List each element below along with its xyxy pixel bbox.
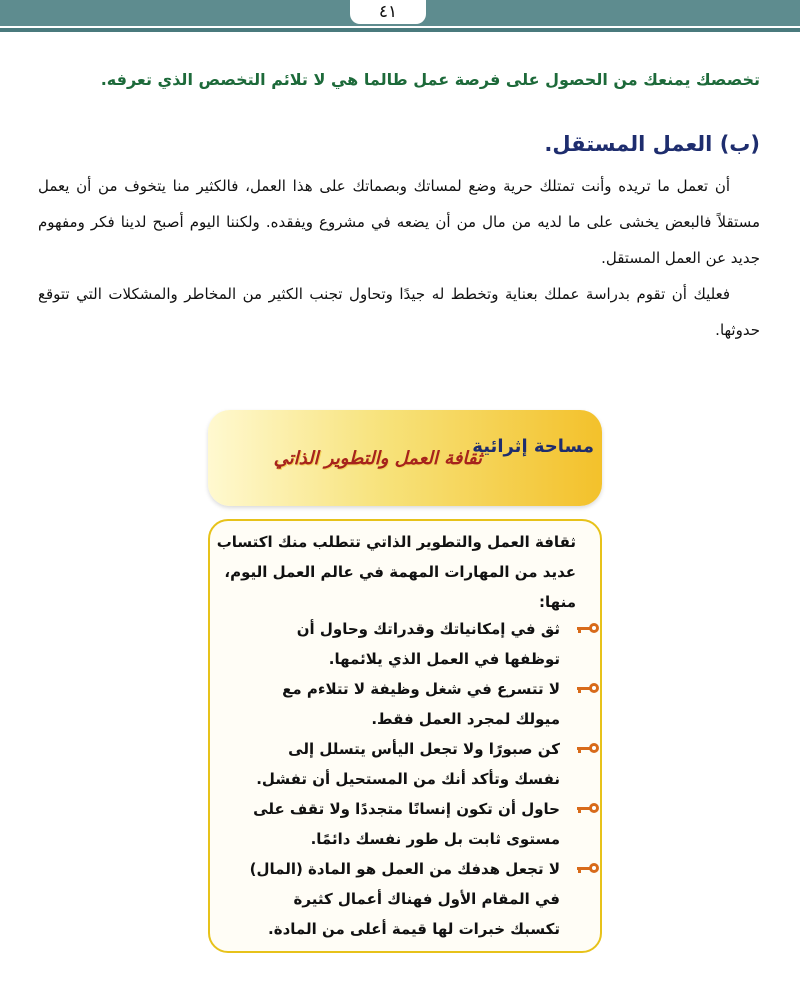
body-text bbox=[38, 168, 760, 348]
tip-text: ثق في إمكانياتك وقدراتك وحاول أن توظفها في العمل الذي يلائمها. bbox=[296, 620, 560, 668]
key-bullet-icon bbox=[574, 861, 600, 875]
paragraph: أن تعمل ما تريده وأنت تمتلك حرية وضع لمساتك وبصماتك على هذا العمل، فالكثير منا يتخوف من أن يعمل مستقلاً فالبعض يخشى على ما لديه من مال من أن يضعه في مشروع ويفقده. ولكننا اليوم أصبح لدينا فكر ومفهوم جديد عن العمل المستقل. bbox=[38, 177, 760, 267]
box-intro-text: ثقافة العمل والتطوير الذاتي تتطلب منك اكتساب عديد من المهارات المهمة في عالم العمل اليوم، منها: bbox=[216, 533, 576, 611]
tip-text: كن صبورًا ولا تجعل اليأس يتسلل إلى نفسك وتأكد أنك من المستحيل أن تفشل. bbox=[256, 740, 560, 788]
key-bullet-icon bbox=[574, 801, 600, 815]
key-bullet-icon bbox=[574, 681, 600, 695]
enrichment-title: ثقافة العمل والتطوير الذاتي bbox=[273, 448, 482, 469]
key-bullet-icon bbox=[574, 621, 600, 635]
list-item bbox=[244, 854, 600, 944]
tip-text: لا تتسرع في شغل وظيفة لا تتلاءم مع ميولك لمجرد العمل فقط. bbox=[282, 680, 560, 728]
continued-text-line: تخصصك يمنعك من الحصول على فرصة عمل طالما هي لا تلائم التخصص الذي تعرفه. bbox=[100, 70, 760, 89]
paragraph: فعليك أن تقوم بدراسة عملك بعناية وتخطط له جيدًا وتحاول تجنب الكثير من المخاطر والمشكلات التي تتوقع حدوثها. bbox=[38, 285, 760, 339]
key-bullet-icon bbox=[574, 741, 600, 755]
tips-list bbox=[244, 614, 600, 944]
enrichment-label: مساحة إثرائية bbox=[472, 436, 594, 457]
page-number: ٤١ bbox=[350, 0, 426, 24]
list-item bbox=[244, 674, 600, 734]
section-heading: (ب) العمل المستقل. bbox=[544, 132, 760, 156]
list-item bbox=[244, 614, 600, 674]
list-item bbox=[244, 794, 600, 854]
tip-text: حاول أن تكون إنسانًا متجددًا ولا تقف على مستوى ثابت بل طور نفسك دائمًا. bbox=[253, 800, 560, 848]
list-item bbox=[244, 734, 600, 794]
tip-text: لا تجعل هدفك من العمل هو المادة (المال) في المقام الأول فهناك أعمال كثيرة تكسبك خبرات لها قيمة أعلى من المادة. bbox=[249, 860, 560, 938]
header-divider bbox=[0, 28, 800, 32]
